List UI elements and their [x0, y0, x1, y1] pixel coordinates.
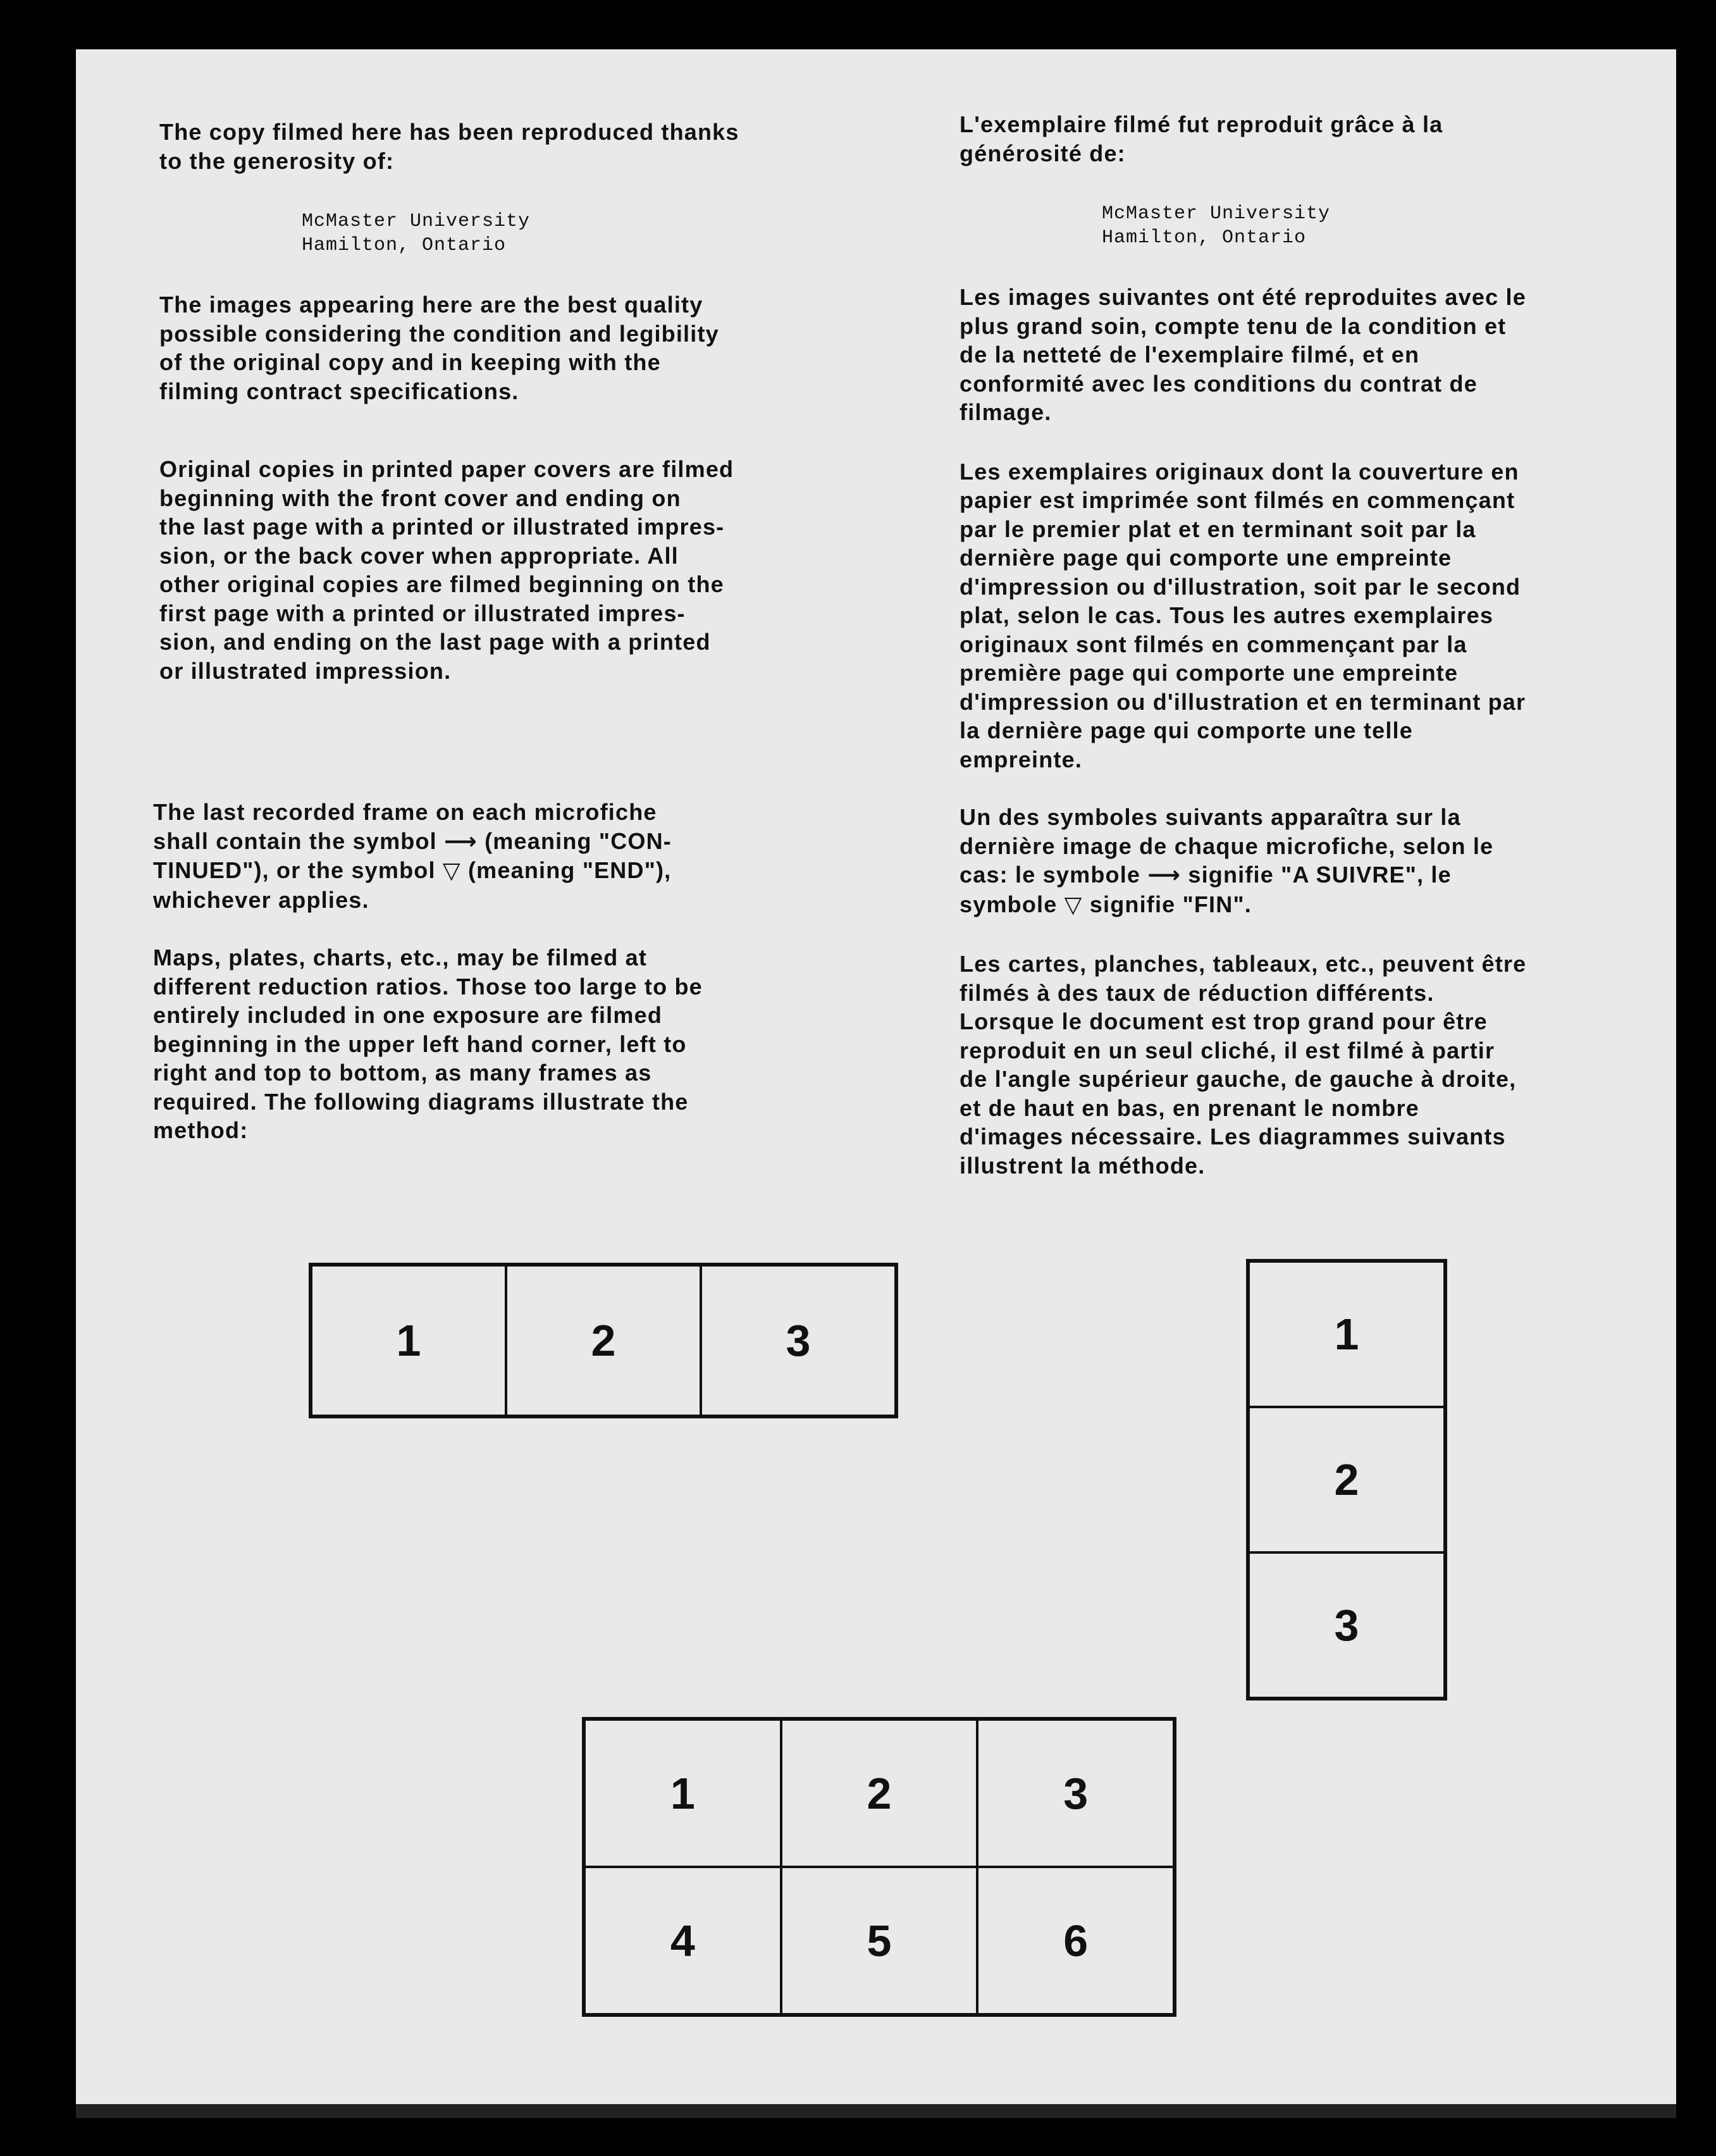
horizontal-frame-diagram	[309, 1263, 898, 1418]
symbol-text-fr-part-2: signifie "A SUIVRE", le symbole	[960, 862, 1452, 917]
frame-cell: 6	[977, 1867, 1174, 2014]
end-triangle-icon-fr: ▽	[1064, 891, 1083, 918]
acknowledgement-text: The copy filmed here has been reproduced thanks to the generosity of:	[159, 119, 739, 174]
end-triangle-icon: ▽	[442, 858, 461, 884]
image-quality-text-fr: Les images suivantes ont été reproduites avec le plus grand soin, compte tenu de la condition et de la netteté de l'exemplaire filmé, et en conformité avec les conditions du contrat de filmage.	[960, 284, 1526, 425]
frame-cell: 3	[977, 1719, 1174, 1867]
page-bottom-shadow	[76, 2104, 1676, 2118]
frame-cell: 5	[781, 1867, 978, 2014]
frame-cell: 2	[1249, 1407, 1445, 1552]
maps-text: Maps, plates, charts, etc., may be filmed at different reduction ratios. Those too large to be entirely included in one exposure are filmed beginning in the upper left hand corner, left to right and top to bottom, as many frames as required. The following diagrams illustrate the method:	[153, 945, 703, 1143]
arrow-icon-fr: ⟶	[1147, 862, 1182, 888]
frame-cell: 2	[781, 1719, 978, 1867]
institution-name: McMaster University Hamilton, Ontario	[302, 211, 531, 256]
symbol-text-part-1: The last recorded frame on each microfiche shall contain the symbol	[153, 799, 657, 854]
symbol-text-part-3: (meaning "END"), whichever applies.	[153, 857, 672, 913]
original-copies-text-fr: Les exemplaires originaux dont la couverture en papier est imprimée sont filmés en commençant par le premier plat et en terminant soit par la dernière page qui comporte une empreinte d'impression ou d'illustration, soit par le second plat, selon le cas. Tous les autres exemplaires originaux sont filmés en commençant par la première page qui comporte une empreinte d'impression ou d'illustration et en terminant par la dernière page qui comporte une telle empreinte.	[960, 458, 1526, 772]
grid-frame-diagram	[582, 1717, 1176, 2017]
institution-name-fr: McMaster University Hamilton, Ontario	[1102, 203, 1331, 249]
microfilm-target-page	[76, 49, 1676, 2118]
image-quality-text: The images appearing here are the best quality possible considering the condition and legibility of the original copy and in keeping with the filming contract specifications.	[159, 292, 719, 404]
arrow-icon: ⟶	[444, 828, 478, 855]
english-column	[153, 118, 887, 1145]
acknowledgement-text-fr: L'exemplaire filmé fut reproduit grâce à la générosité de:	[960, 111, 1443, 166]
symbol-text	[153, 798, 887, 914]
original-copies-text: Original copies in printed paper covers are filmed beginning with the front cover and ending on the last page with a printed or illustrated impres- sion, or the back cover when appropriate. All other original copies are filmed beginning on the first page with a printed or illustrated impres- sion, and ending on the last page with a printed or illustrated impression.	[159, 456, 734, 684]
frame-cell: 1	[1249, 1261, 1445, 1407]
frame-cell: 3	[1249, 1552, 1445, 1698]
frame-cell: 1	[584, 1719, 781, 1867]
french-column	[960, 110, 1662, 1180]
vertical-frame-diagram	[1246, 1259, 1447, 1701]
frame-cell: 4	[584, 1867, 781, 2014]
frame-cell: 1	[311, 1265, 506, 1416]
maps-text-fr: Les cartes, planches, tableaux, etc., peuvent être filmés à des taux de réduction différents. Lorsque le document est trop grand pour être reproduit en un seul cliché, il est filmé à partir de l'angle supérieur gauche, de gauche à droite, et de haut en bas, en prenant le nombre d'images nécessaire. Les diagrammes suivants illustrent la méthode.	[960, 951, 1527, 1179]
frame-cell: 3	[701, 1265, 896, 1416]
symbol-text-fr	[960, 803, 1662, 919]
symbol-text-part-2: (meaning "CON- TINUED"), or the symbol	[153, 827, 672, 883]
symbol-text-fr-part-3: signifie "FIN".	[1082, 891, 1252, 917]
symbol-text-fr-part-1: Un des symboles suivants apparaîtra sur la dernière image de chaque microfiche, selon le cas: le symbole	[960, 804, 1494, 888]
frame-cell: 2	[506, 1265, 701, 1416]
